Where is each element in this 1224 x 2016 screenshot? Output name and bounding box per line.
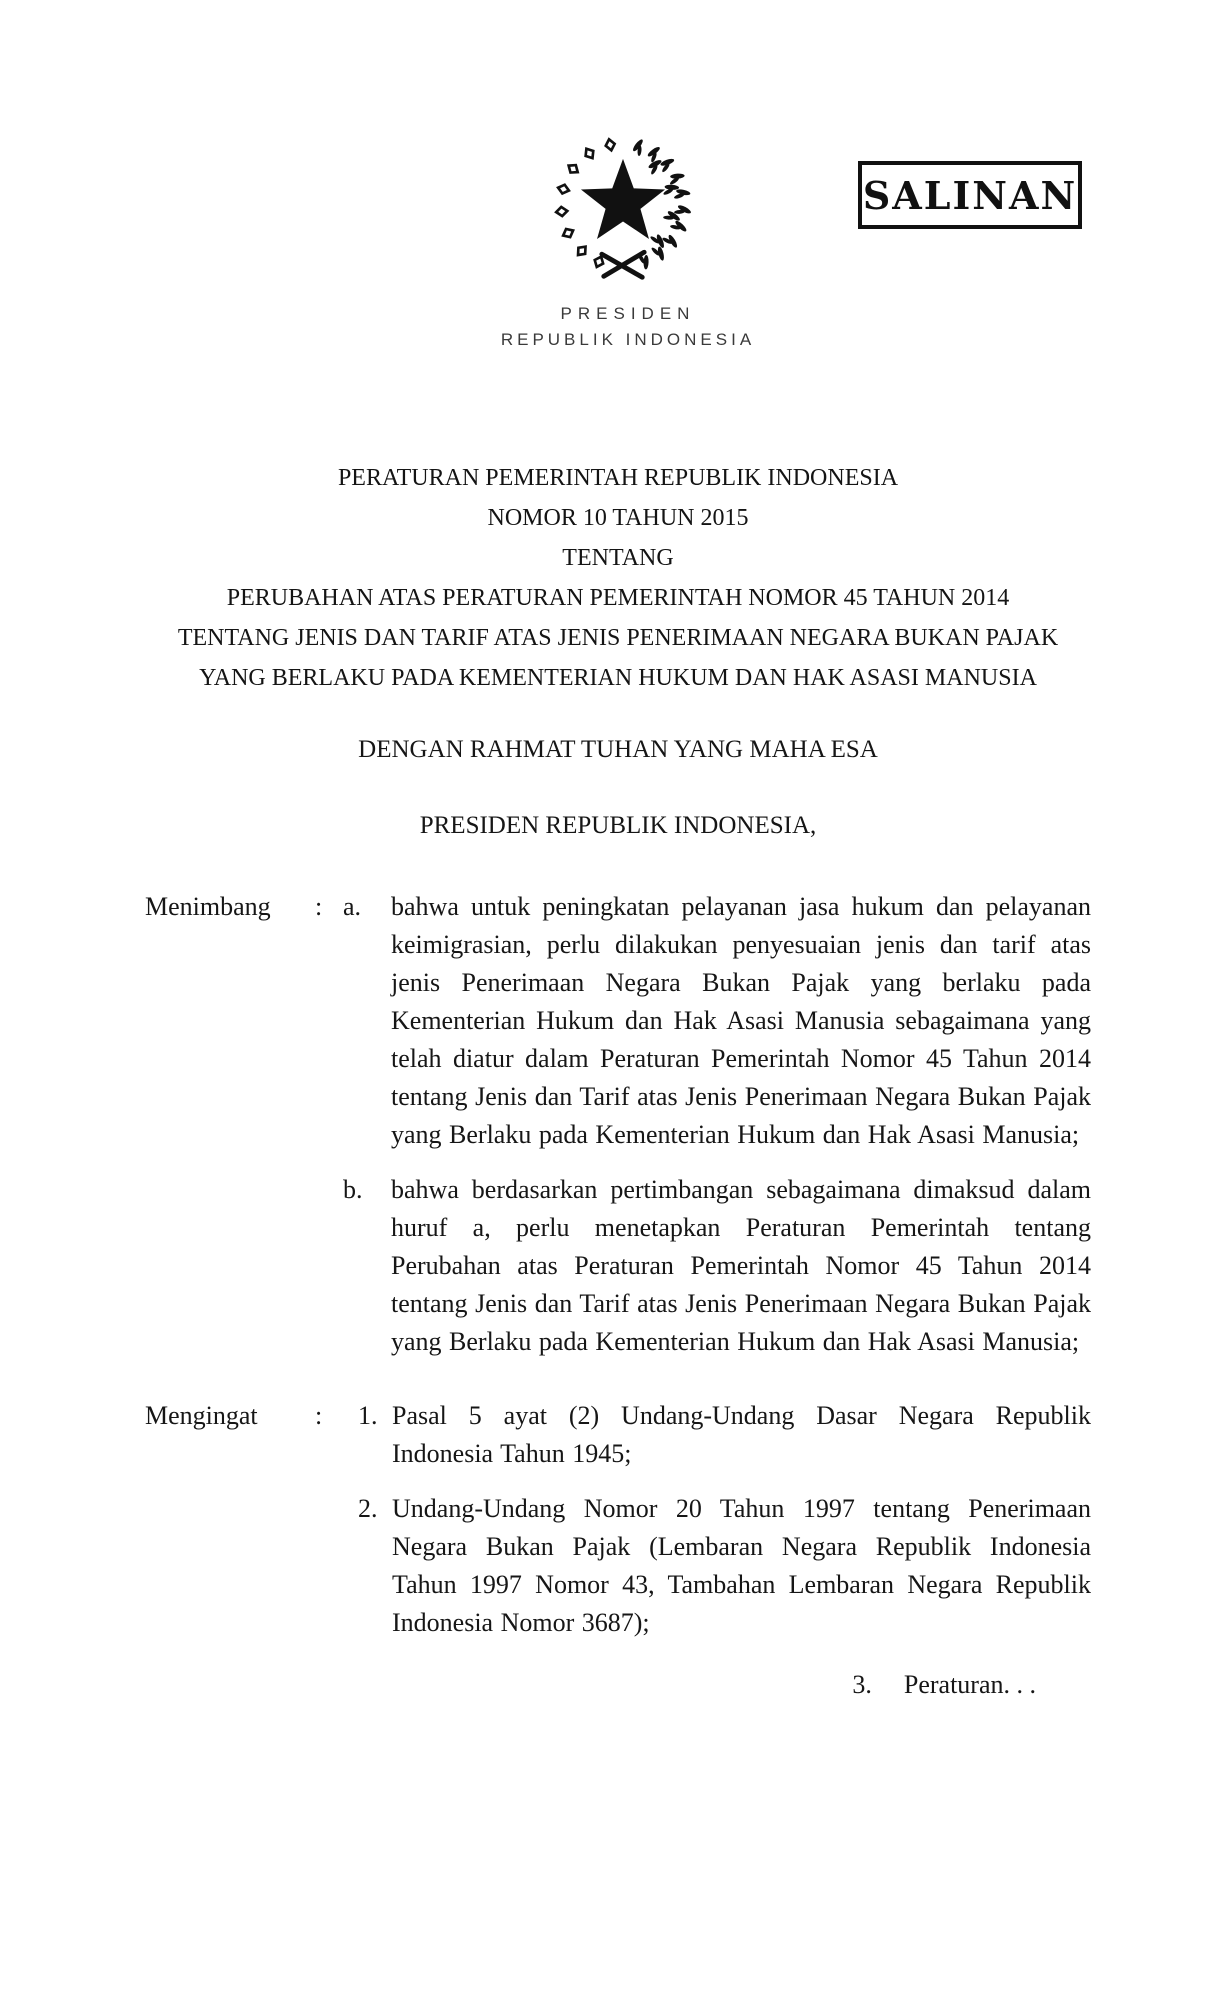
title-line-1: PERATURAN PEMERINTAH REPUBLIK INDONESIA: [337, 465, 899, 491]
recalling-section: [145, 1397, 1091, 1642]
institution-caption: [0, 304, 1224, 350]
recalling-items: [343, 1397, 1091, 1642]
title-line-5: TENTANG JENIS DAN TARIF ATAS JENIS PENERIMAAN NEGARA BUKAN PAJAK: [177, 625, 1059, 651]
institution-line1: PRESIDEN: [560, 304, 696, 323]
title-line-4: PERUBAHAN ATAS PERATURAN PEMERINTAH NOMOR 45 TAHUN 2014: [226, 585, 1010, 611]
item-text: bahwa berdasarkan pertimbangan sebagaimana dimaksud dalam huruf a, perlu menetapkan Peraturan Pemerintah tentang Perubahan atas Peraturan Pemerintah Nomor 45 Tahun 2014 tentang Jenis dan Tarif atas Jenis Penerimaan Negara Bukan Pajak yang Berlaku pada Kementerian Hukum dan Hak Asasi Manusia;: [391, 1175, 1091, 1356]
regulation-title: [145, 458, 1091, 698]
invocation-line: DENGAN RAHMAT TUHAN YANG MAHA ESA: [358, 736, 878, 763]
state-emblem-icon: [546, 128, 700, 286]
document-header: [0, 0, 1224, 348]
salinan-stamp: [858, 161, 1082, 229]
item-marker: b.: [343, 1175, 363, 1204]
item-text: Pasal 5 ayat (2) Undang-Undang Dasar Negara Republik Indonesia Tahun 1945;: [392, 1401, 1091, 1468]
recalling-label: Mengingat: [145, 1401, 258, 1430]
item-text: Undang-Undang Nomor 20 Tahun 1997 tentang Penerimaan Negara Bukan Pajak (Lembaran Negara Republik Indonesia Tahun 1997 Nomor 43, Tambahan Lembaran Negara Republik Indonesia Nomor 3687);: [392, 1494, 1091, 1637]
item-marker: 1.: [358, 1401, 378, 1430]
document-body: [145, 458, 1091, 1704]
item-marker: 2.: [358, 1494, 378, 1523]
recalling-separator: :: [315, 1401, 323, 1430]
considering-label: Menimbang: [145, 892, 271, 921]
title-line-3: TENTANG: [562, 545, 674, 571]
recalling-item-1: [358, 1397, 1091, 1473]
crossed-stems-icon: [602, 252, 644, 277]
considering-item-a: [343, 888, 1091, 1154]
page-catchword: [145, 1666, 1091, 1704]
salinan-stamp-label: SALINAN: [862, 172, 1078, 218]
item-marker: a.: [343, 892, 362, 921]
catchword-text: Peraturan. . .: [903, 1670, 1036, 1699]
considering-items: [343, 888, 1091, 1361]
presidential-seal: [546, 128, 700, 286]
considering-section: [145, 888, 1091, 1361]
title-line-2: NOMOR 10 TAHUN 2015: [487, 505, 749, 531]
considering-separator: :: [315, 892, 323, 921]
catchword-marker: 3.: [852, 1670, 872, 1699]
recalling-item-2: [358, 1490, 1091, 1642]
authority-line: PRESIDEN REPUBLIK INDONESIA,: [419, 812, 817, 839]
considering-item-b: [343, 1171, 1091, 1361]
title-line-6: YANG BERLAKU PADA KEMENTERIAN HUKUM DAN HAK ASASI MANUSIA: [199, 665, 1037, 691]
item-text: bahwa untuk peningkatan pelayanan jasa hukum dan pelayanan keimigrasian, perlu dilakukan penyesuaian jenis dan tarif atas jenis Penerimaan Negara Bukan Pajak yang berlaku pada Kementerian Hukum dan Hak Asasi Manusia sebagaimana yang telah diatur dalam Peraturan Pemerintah Nomor 45 Tahun 2014 tentang Jenis dan Tarif atas Jenis Penerimaan Negara Bukan Pajak yang Berlaku pada Kementerian Hukum dan Hak Asasi Manusia;: [391, 892, 1091, 1149]
institution-line2: REPUBLIK INDONESIA: [500, 330, 756, 349]
